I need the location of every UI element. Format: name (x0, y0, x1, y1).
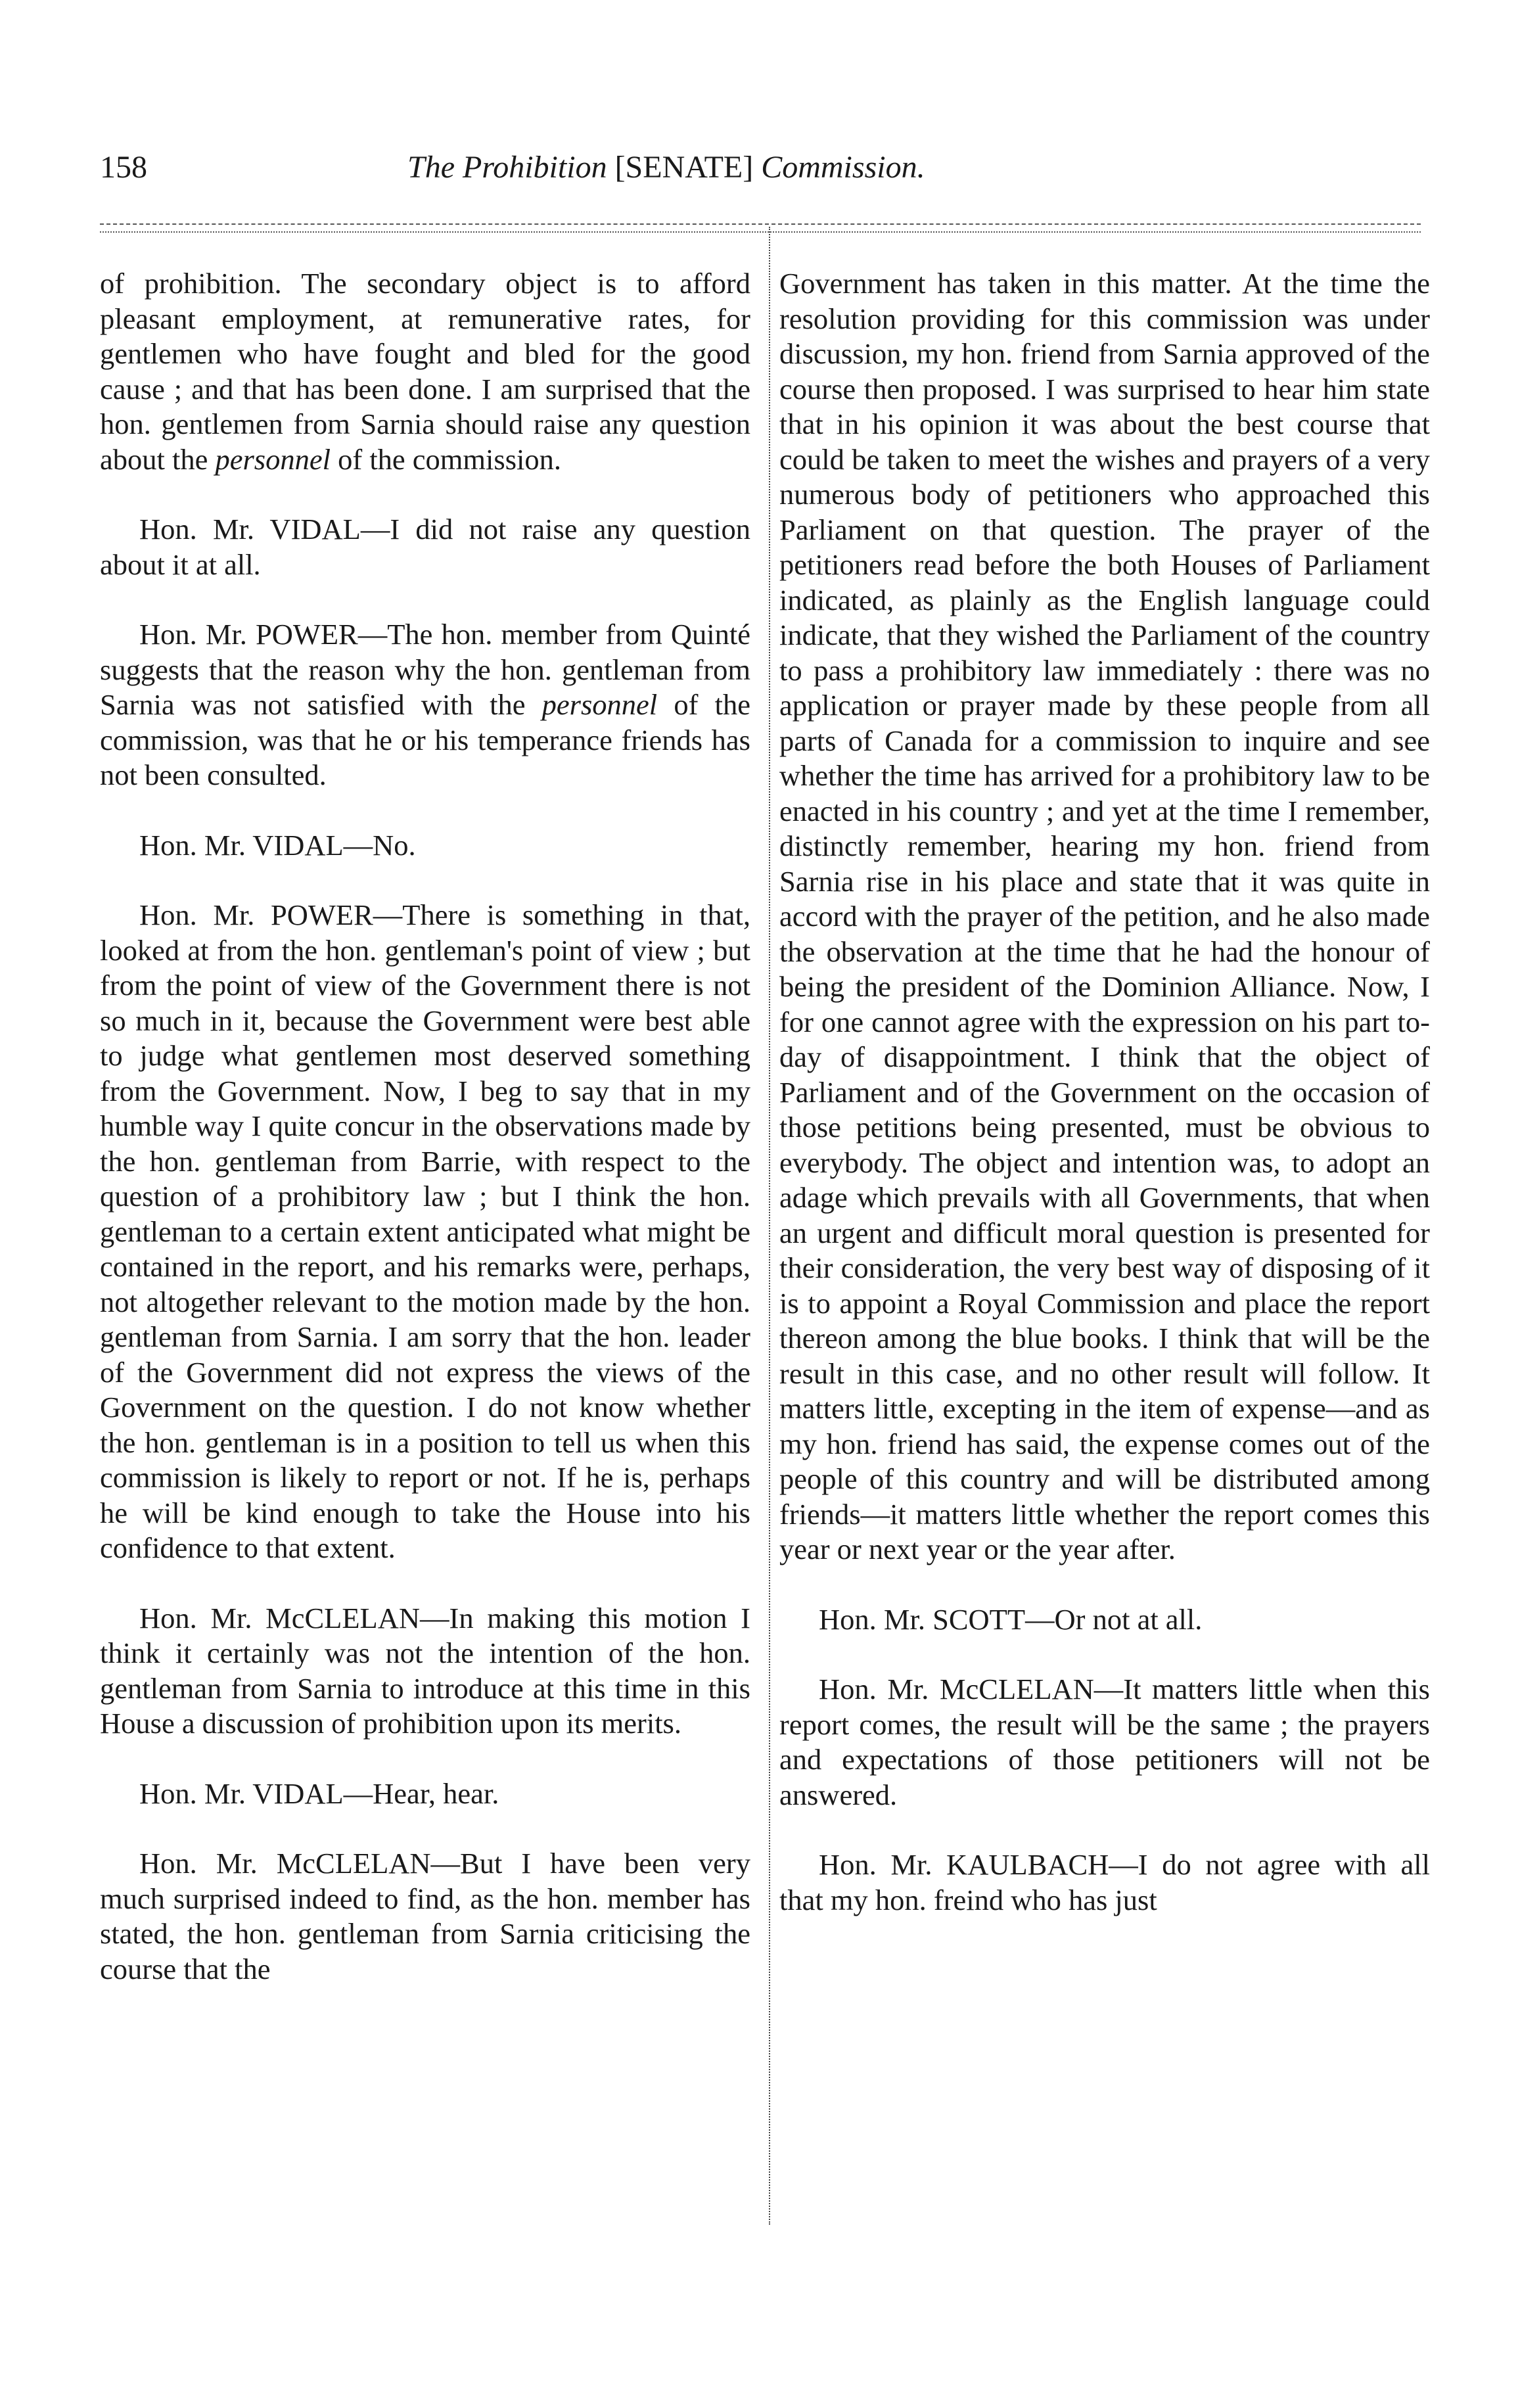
paragraph: Hon. Mr. SCOTT—Or not at all. (819, 1602, 1203, 1636)
paragraph: Government has taken in this matter. At the time the resolution providing for this commission was under discussion, my hon. friend from Sarnia approved of the course then proposed. I was surprised to hear him state that in his opinion it was about the best course that could be taken to meet the wishes and prayers of a very numerous body of petitioners who approached this Parliament on that question. The prayer of the petitioners read before the both Houses of Parliament indicated, as plainly as the English language could indicate, that they wished the Parliament of the country to pass a prohibitory law immediately : there was no application or prayer made by these people from all parts of Canada for a commission to inquire and see whether the time has arrived for a prohibitory law to be enacted in his country ; and yet at the time I remember, distinctly remember, hearing my hon. friend from Sarnia rise in his place and state that it was quite in accord with the prayer of the petition, and he also made the observation at the time that he had the honour of being the president of the Dominion Alliance. Now, I for one cannot agree with the expression on his part to-day of disappointment. I think that the object of Parliament and of the Government on the occasion of those petitions being presented, must be obvious to everybody. The object and intention was, to adopt an adage which prevails with all Governments, that when an urgent and difficult moral question is presented for their consideration, the very best way of disposing of it is to appoint a Royal Commission and place the report thereon among the blue books. I think that will be the result in this case, and no other result will follow. It matters little, excepting in the item of expense—and as my hon. friend has said, the expense comes out of the people of this country and will be distributed among friends—it matters little whether the report comes this year or next year or the year after. (779, 267, 1430, 1565)
running-title-house: [SENATE] (614, 150, 754, 185)
header-rule (100, 223, 1421, 225)
running-title-subject: The Prohibition (407, 150, 607, 185)
left-column (100, 266, 750, 2022)
paragraph-text: Hon. Mr. VIDAL—No. (139, 828, 416, 862)
paragraph-text: Hon. Mr. POWER—There is something in that, looked at from the hon. gentleman's point of view ; but from the point of view of the Government there is not so much in it, because the Government were best able to judge what gentlemen most deserved something from the Government. Now, I beg to say that in my humble way I quite concur in the observations made by the hon. gentleman from Barrie, with respect to the question of a prohibitory law ; but I think the hon. gentleman to a certain extent anticipated what might be contained in the report, and his remarks were, perhaps, not altogether relevant to the motion made by the hon. gentleman from Sarnia. I am sorry that the hon. leader of the Government did not express the views of the Government on the question. I do not know whether the hon. gentleman is in a position to tell us when this commission is likely to report or not. If he is, perhaps he will be kind enough to take the House into his confidence to that extent. (100, 898, 750, 1564)
paragraph-text: Hon. Mr. POWER—The hon. member from Quinté suggests that the reason why the hon. gentleman from Sarnia was not satisfied with the (100, 618, 750, 721)
paragraph (100, 828, 750, 864)
page-number: 158 (100, 150, 147, 185)
italic-term: personnel (215, 442, 331, 476)
paragraph-text: of prohibition. The secondary object is to afford pleasant employment, at remunerative rates, for gentlemen who have fought and bled for the good cause ; and that has been done. I am surprised that the hon. gentlemen from Sarnia should raise any question about the (100, 267, 750, 476)
column-divider (769, 227, 770, 2225)
running-title-commission: Commission. (761, 150, 925, 185)
paragraph (100, 1601, 750, 1742)
paragraph-text: of the commission, was that he or his temperance friends has not been consulted. (100, 688, 750, 791)
running-title (407, 148, 925, 187)
paragraph-text: Hon. Mr. VIDAL—I did not raise any question about it at all. (100, 513, 750, 581)
paragraph (100, 1776, 750, 1812)
paragraph-text: Hon. Mr. McCLELAN—In making this motion I think it certainly was not the intention of the hon. gentleman from Sarnia to introduce at this time in this House a discussion of prohibition upon its merits. (100, 1601, 750, 1740)
header-rule-secondary (100, 231, 1421, 233)
paragraph-text: of the commission. (331, 442, 562, 476)
paragraph-text: Hon. Mr. VIDAL—Hear, hear. (139, 1776, 499, 1810)
paragraph (100, 266, 750, 477)
paragraph (100, 617, 750, 793)
paragraph: Hon. Mr. McCLELAN—It matters little when this report comes, the result will be the same ; the prayers and expectations of those petitioners will not be answered. (779, 1673, 1430, 1811)
paragraph (100, 512, 750, 582)
paragraph-text: Hon. Mr. McCLELAN—But I have been very much surprised indeed to find, as the hon. member has stated, the hon. gentleman from Sarnia criticising the course that the (100, 1847, 750, 1985)
paragraph (100, 1846, 750, 1987)
paragraph (100, 898, 750, 1566)
right-column (779, 266, 1430, 1953)
italic-term: personnel (541, 688, 658, 721)
paragraph: Hon. Mr. KAULBACH—I do not agree with all that my hon. freind who has just (779, 1848, 1430, 1916)
